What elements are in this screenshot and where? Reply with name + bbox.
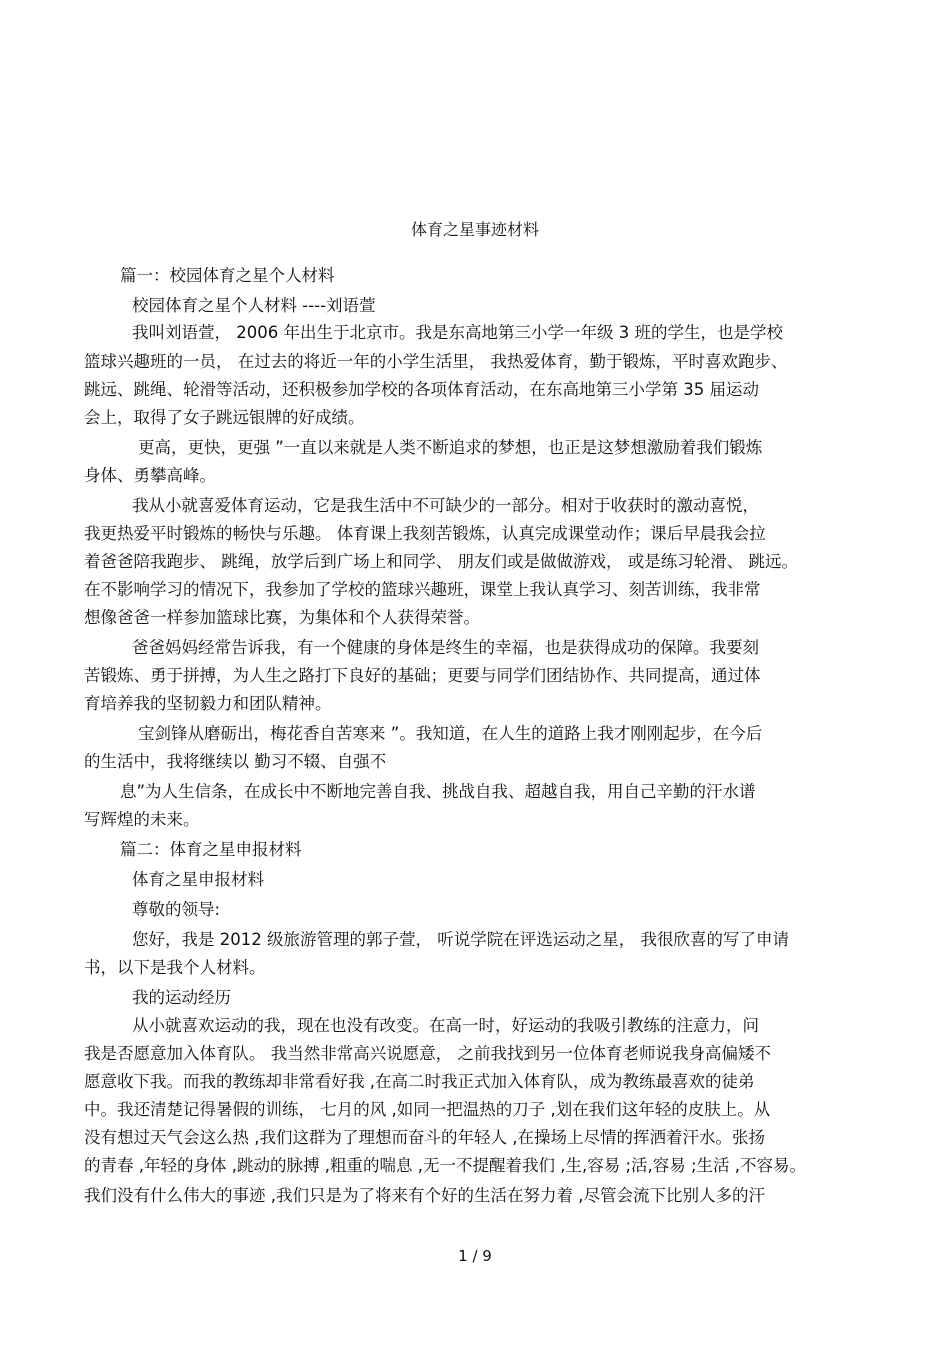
text-line: 尊敬的领导: xyxy=(132,900,221,919)
text-line: 篮球兴趣班的一员， 在过去的将近一年的小学生活里， 我热爱体育，勤于锻炼，平时喜欢跑步、 xyxy=(84,352,788,371)
text-line: 的生活中，我将继续以 勤习不辍、自强不 xyxy=(84,752,387,771)
text-line: 会上，取得了女子跳远银牌的好成绩。 xyxy=(84,408,365,427)
text-line: 更高，更快，更强 ”一直以来就是人类不断追求的梦想，也正是这梦想激励着我们锻炼 xyxy=(138,438,763,457)
text-line: 书，以下是我个人材料。 xyxy=(84,958,266,977)
text-line: 身体、勇攀高峰。 xyxy=(84,466,216,485)
text-line: 我是否愿意加入体育队。 我当然非常高兴说愿意， 之前我找到另一位体育老师说我身高偏矮不 xyxy=(84,1044,771,1063)
text-line: 我从小就喜爱体育运动，它是我生活中不可缺少的一部分。相对于收获时的激动喜悦， xyxy=(132,496,759,515)
document-title: 体育之星事迹材料 xyxy=(410,220,539,239)
page-number: 1 / 9 xyxy=(458,1247,492,1265)
text-line: 我们没有什么伟大的事迹 ,我们只是为了将来有个好的生活在努力着 ,尽管会流下比别人多的汗 xyxy=(84,1186,765,1205)
text-line: 育培养我的坚韧毅力和团队精神。 xyxy=(84,694,332,713)
text-line: 愿意收下我。而我的教练却非常看好我 ,在高二时我正式加入体育队，成为教练最喜欢的徒弟 xyxy=(84,1072,755,1091)
text-line: 苦锻炼、勇于拼搏，为人生之路打下良好的基础；更要与同学们团结协作、共同提高，通过体 xyxy=(84,666,761,685)
text-line: 您好，我是 2012 级旅游管理的郭子萱， 听说学院在评选运动之星， 我很欣喜的写了申请 xyxy=(132,930,789,949)
text-line: 的青春 ,年轻的身体 ,跳动的脉搏 ,粗重的喘息 ,无一不提醒着我们 ,生,容易 ;活,容易 ;生活 ,不容易。 xyxy=(84,1156,807,1175)
text-line: 想像爸爸一样参加篮球比赛，为集体和个人获得荣誉。 xyxy=(84,608,480,627)
text-line: 校园体育之星个人材料 ----刘语萱 xyxy=(132,296,376,315)
text-line: 宝剑锋从磨砺出，梅花香自苦寒来 ”。我知道，在人生的道路上我才刚刚起步，在今后 xyxy=(138,724,763,743)
text-line: 我叫刘语萱， 2006 年出生于北京市。我是东高地第三小学一年级 3 班的学生，也是学校 xyxy=(132,323,783,342)
text-line: 我更热爱平时锻炼的畅快与乐趣。 体育课上我刻苦锻炼，认真完成课堂动作；课后早晨我会拉 xyxy=(84,524,766,543)
text-line: 没有想过天气会这么热 ,我们这群为了理想而奋斗的年轻人 ,在操场上尽情的挥洒着汗水。张扬 xyxy=(84,1128,765,1147)
text-line: 从小就喜欢运动的我，现在也没有改变。在高一时，好运动的我吸引教练的注意力，问 xyxy=(132,1016,759,1035)
text-line: 篇二：体育之星申报材料 xyxy=(120,840,302,859)
text-line: 写辉煌的未来。 xyxy=(84,810,200,829)
text-line: 在不影响学习的情况下，我参加了学校的篮球兴趣班，课堂上我认真学习、刻苦训练，我非常 xyxy=(84,580,761,599)
text-line: 息”为人生信条，在成长中不断地完善自我、挑战自我、超越自我，用自己辛勤的汗水谱 xyxy=(120,782,756,801)
text-line: 中。我还清楚记得暑假的训练， 七月的风 ,如同一把温热的刀子 ,划在我们这年轻的皮肤上。从 xyxy=(84,1100,771,1119)
text-line: 体育之星申报材料 xyxy=(132,870,264,889)
text-line: 篇一：校园体育之星个人材料 xyxy=(120,266,335,285)
text-line: 我的运动经历 xyxy=(132,988,231,1007)
text-line: 爸爸妈妈经常告诉我，有一个健康的身体是终生的幸福，也是获得成功的保障。我要刻 xyxy=(132,638,759,657)
text-line: 跳远、跳绳、轮滑等活动，还积极参加学校的各项体育活动，在东高地第三小学第 35 届运动 xyxy=(84,380,759,399)
text-line: 着爸爸陪我跑步、 跳绳，放学后到广场上和同学、 朋友们或是做做游戏， 或是练习轮滑、 跳远。 xyxy=(84,552,798,571)
